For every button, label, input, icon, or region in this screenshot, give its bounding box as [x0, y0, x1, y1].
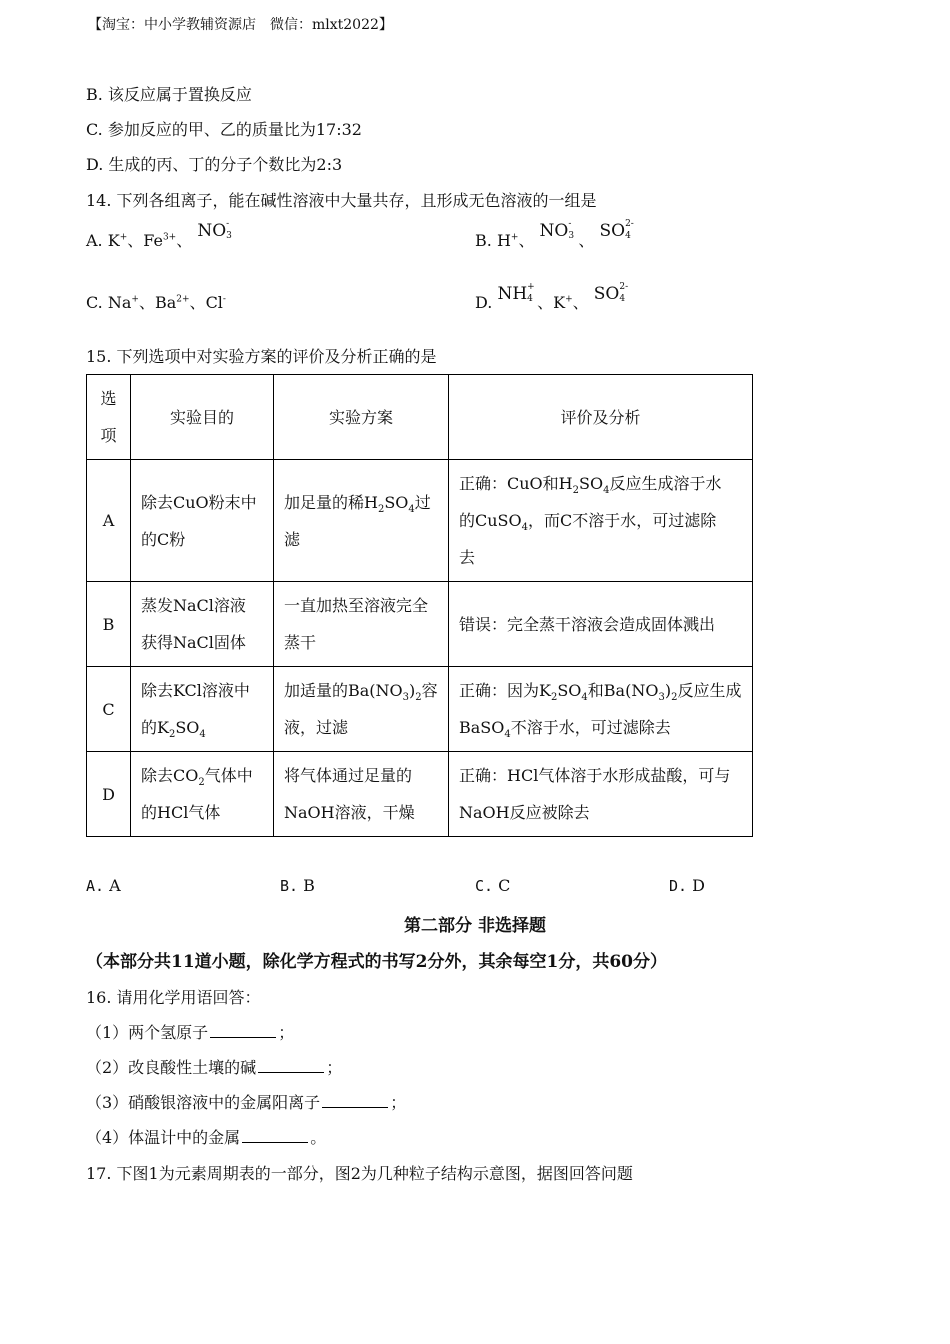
q14-option-d: D. NH + 4 、K+、 SO 2- 4 [475, 282, 629, 312]
q14-stem: 14. 下列各组离子，能在碱性溶液中大量共存，且形成无色溶液的一组是 [86, 191, 597, 210]
q16-stem: 16. 请用化学用语回答： [86, 988, 261, 1007]
q15-experiment-table [86, 374, 753, 837]
table-header-row [87, 375, 753, 460]
q14-option-b: B. H+、 NO - 3 、 SO 2- 4 [475, 219, 634, 250]
q15-choice-c: C. C [475, 876, 511, 895]
option-label: C. [86, 293, 103, 312]
page-header: 【淘宝：中小学教辅资源店 微信：mlxt2022】 [88, 17, 393, 33]
row-plan: 将气体通过足量的 NaOH溶液，干燥 [274, 752, 449, 837]
ion-ba: $Ba^{2+}$ [154, 293, 190, 312]
row-option: B [87, 582, 131, 667]
ion-nh4: NH + 4 [497, 282, 535, 304]
row-option: C [87, 667, 131, 752]
ion-cl: Cl- [205, 293, 226, 312]
q13-option-c: C. 参加反应的甲、乙的质量比为17:32 [86, 120, 362, 139]
table-row [87, 582, 753, 667]
header-plan: 实验方案 [274, 375, 449, 460]
option-label: D. [475, 293, 493, 312]
q15-choice-b: B. B [280, 876, 315, 895]
ion-k: K+ [553, 293, 573, 312]
row-purpose: 除去$CO_2$气体中 的HCl气体 [131, 752, 274, 837]
row-plan: 一直加热至溶液完全 蒸干 [274, 582, 449, 667]
row-eval: 正确：因为$K_2SO_4$和$Ba(NO_3)_2$反应生成 BaSO$_4$不溶于水，可过滤除去 [449, 667, 753, 752]
header-eval: 评价及分析 [449, 375, 753, 460]
table-row [87, 460, 753, 582]
table-row [87, 752, 753, 837]
ion-h: H+ [496, 231, 519, 250]
part2-title: 第二部分 非选择题 [404, 916, 546, 936]
row-purpose: 除去KCl溶液中 的$K_2SO_4$ [131, 667, 274, 752]
answer-blank[interactable] [258, 1058, 324, 1073]
q16-item-2: （2）改良酸性土壤的碱 ； [86, 1058, 343, 1077]
ion-k: K+ [107, 231, 128, 250]
option-label: B. [475, 231, 492, 250]
row-purpose: 蒸发NaCl溶液 获得NaCl固体 [131, 582, 274, 667]
q15-choice-a: A. A [86, 876, 121, 895]
row-eval: 正确：CuO和$H_2SO_4$反应生成溶于水 的CuSO$_4$，而C不溶于水，可过滤除 去 [449, 460, 753, 582]
q14-option-a: A. K+、$Fe^{3+}$、 NO - 3 [86, 219, 232, 250]
q16-item-1: （1）两个氢原子 ； [86, 1023, 295, 1042]
row-purpose: 除去CuO粉末中 的C粉 [131, 460, 274, 582]
row-plan: 加足量的稀$H_2SO_4$过 滤 [274, 460, 449, 582]
q17-stem: 17. 下图1为元素周期表的一部分，图2为几种粒子结构示意图，据图回答问题 [86, 1164, 633, 1183]
option-label: A. [86, 231, 103, 250]
ion-no3: NO - 3 [197, 219, 232, 241]
part2-note: （本部分共11道小题，除化学方程式的书写2分外，其余每空1分，共60分） [86, 952, 667, 972]
q13-option-d: D. 生成的丙、丁的分子个数比为2:3 [86, 155, 343, 174]
q13-option-b: B. 该反应属于置换反应 [86, 85, 252, 104]
ion-na: Na+ [107, 293, 139, 312]
row-eval: 错误：完全蒸干溶液会造成固体溅出 [449, 582, 753, 667]
q14-option-c: C. Na+、$Ba^{2+}$、Cl- [86, 293, 226, 312]
q16-item-4: （4）体温计中的金属 。 [86, 1128, 327, 1147]
answer-blank[interactable] [210, 1023, 276, 1038]
row-eval: 正确：HCl气体溶于水形成盐酸，可与 NaOH反应被除去 [449, 752, 753, 837]
header-purpose: 实验目的 [131, 375, 274, 460]
table-row [87, 667, 753, 752]
header-option: 选 项 [87, 375, 131, 460]
row-option: A [87, 460, 131, 582]
answer-blank[interactable] [242, 1128, 308, 1143]
row-option: D [87, 752, 131, 837]
q16-item-3: （3）硝酸银溶液中的金属阳离子 ； [86, 1093, 407, 1112]
ion-so4: SO 2- 4 [593, 282, 629, 304]
q15-choice-d: D. D [669, 876, 705, 895]
row-plan: 加适量的$Ba(NO_3)_2$容 液，过滤 [274, 667, 449, 752]
answer-blank[interactable] [322, 1093, 388, 1108]
q15-stem: 15. 下列选项中对实验方案的评价及分析正确的是 [86, 347, 437, 366]
ion-fe: $Fe^{3+}$ [143, 231, 177, 250]
ion-so4: SO 2- 4 [599, 219, 634, 241]
ion-no3: NO - 3 [539, 219, 575, 241]
